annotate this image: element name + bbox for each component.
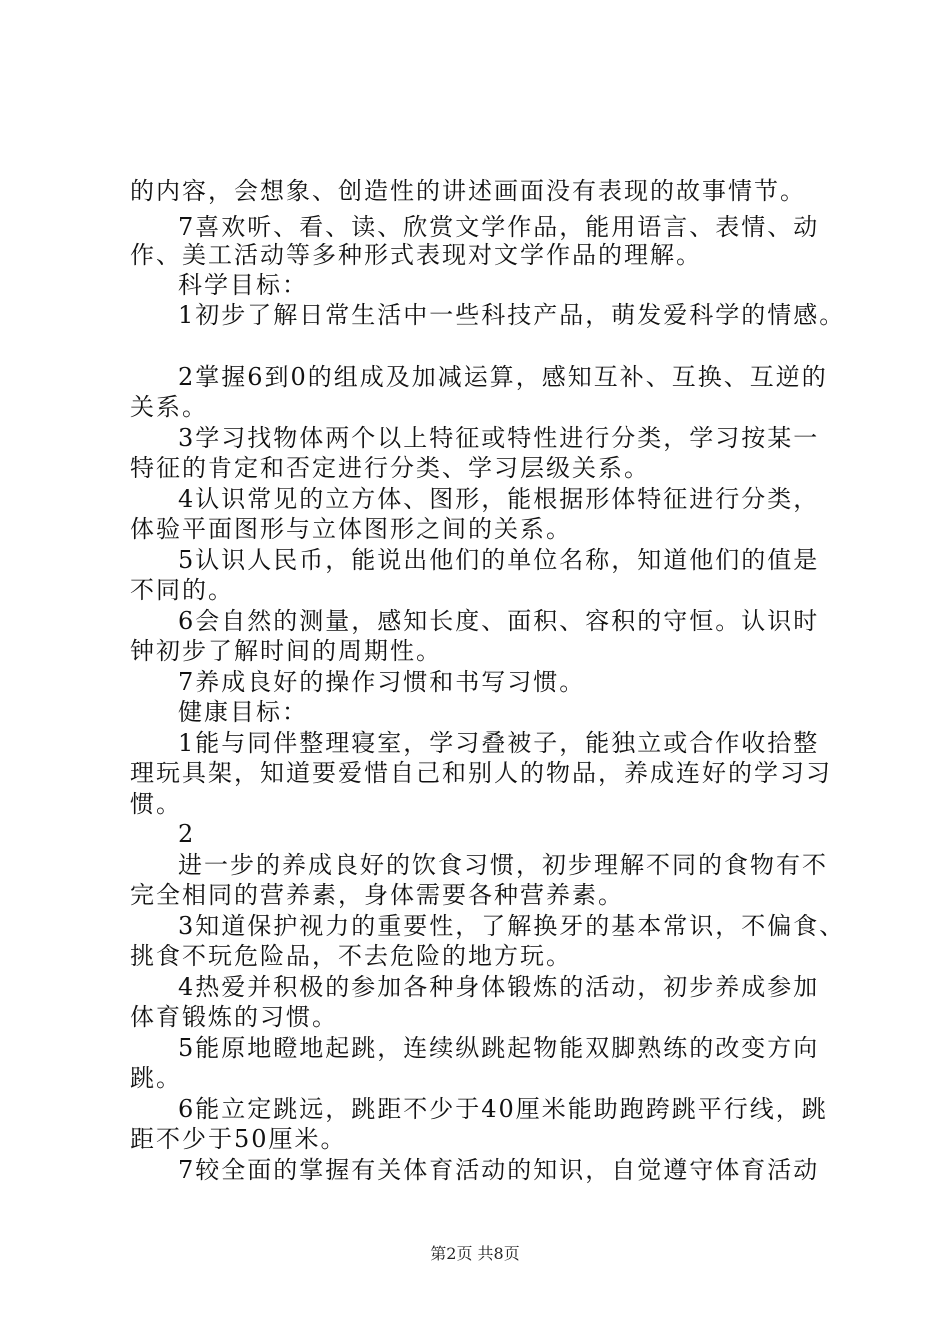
section-heading: 健康目标： <box>178 698 308 726</box>
text-line: 的内容，会想象、创造性的讲述画面没有表现的故事情节。 <box>130 177 806 205</box>
text-line: 体验平面图形与立体图形之间的关系。 <box>130 515 572 543</box>
text-line: 3知道保护视力的重要性，了解换牙的基本常识，不偏食、 <box>178 912 846 940</box>
text-line: 6能立定跳远，跳距不少于40厘米能助跑跨跳平行线，跳 <box>178 1095 828 1123</box>
text-line: 理玩具架，知道要爱惜自己和别人的物品，养成连好的学习习 <box>130 759 832 787</box>
text-line: 4热爱并积极的参加各种身体锻炼的活动，初步养成参加 <box>178 973 820 1001</box>
text-line: 进一步的养成良好的饮食习惯，初步理解不同的食物有不 <box>178 851 828 879</box>
text-line: 完全相同的营养素，身体需要各种营养素。 <box>130 881 624 909</box>
text-line: 惯。 <box>130 790 182 818</box>
text-line: 跳。 <box>130 1064 182 1092</box>
text-line: 4认识常见的立方体、图形，能根据形体特征进行分类， <box>178 485 820 513</box>
text-line: 7喜欢听、看、读、欣赏文学作品，能用语言、表情、动 <box>178 213 820 241</box>
text-line: 不同的。 <box>130 576 234 604</box>
text-line: 关系。 <box>130 393 208 421</box>
text-line: 1初步了解日常生活中一些科技产品，萌发爱科学的情感。 <box>178 301 846 329</box>
text-line: 钟初步了解时间的周期性。 <box>130 637 442 665</box>
section-heading: 科学目标： <box>178 271 308 299</box>
text-line: 2 <box>178 820 196 848</box>
text-line: 作、美工活动等多种形式表现对文学作品的理解。 <box>130 241 702 269</box>
text-line: 7养成良好的操作习惯和书写习惯。 <box>178 668 586 696</box>
text-line: 体育锻炼的习惯。 <box>130 1003 338 1031</box>
text-line: 7较全面的掌握有关体育活动的知识，自觉遵守体育活动 <box>178 1156 820 1184</box>
text-line: 5能原地瞪地起跳，连续纵跳起物能双脚熟练的改变方向 <box>178 1034 820 1062</box>
text-line: 1能与同伴整理寝室，学习叠被子，能独立或合作收拾整 <box>178 729 820 757</box>
text-line: 5认识人民币，能说出他们的单位名称，知道他们的值是 <box>178 546 820 574</box>
text-line: 6会自然的测量，感知长度、面积、容积的守恒。认识时 <box>178 607 820 635</box>
text-line: 距不少于50厘米。 <box>130 1125 347 1153</box>
page-number-footer: 第2页 共8页 <box>430 1244 520 1263</box>
text-line: 挑食不玩危险品，不去危险的地方玩。 <box>130 942 572 970</box>
text-line: 2掌握6到0的组成及加减运算，感知互补、互换、互逆的 <box>178 363 828 391</box>
text-line: 特征的肯定和否定进行分类、学习层级关系。 <box>130 454 650 482</box>
text-line: 3学习找物体两个以上特征或特性进行分类，学习按某一 <box>178 424 820 452</box>
